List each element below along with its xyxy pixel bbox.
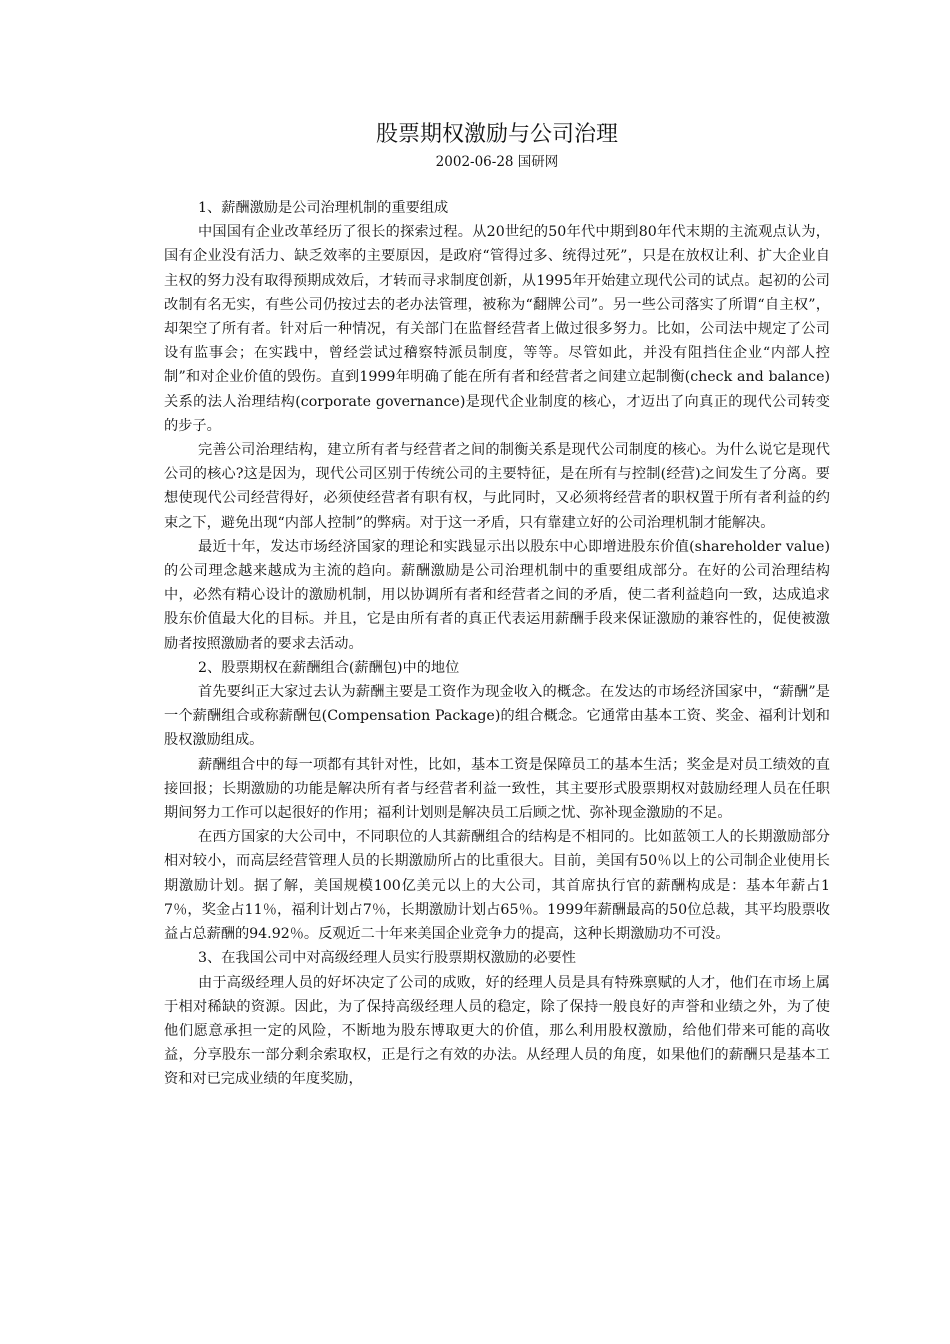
section-heading-2: 2、股票期权在薪酬组合(薪酬包)中的地位 — [198, 659, 460, 676]
section-heading-3: 3、在我国公司中对高级经理人员实行股票期权激励的必要性 — [198, 950, 576, 967]
paragraph: 在西方国家的大公司中，不同职位的人其薪酬组合的结构是不相同的。比如蓝领工人的长期激励部分相对较小，而高层经营管理人员的长期激励所占的比重很大。目前，美国有50％以上的公司制企业使用长期激励计划。据了解，美国规模100亿美元以上的大公司，其首席执行官的薪酬构成是：基本年薪占17％，奖金占11％，福利计划占7％，长期激励计划占65％。1999年薪酬最高的50位总裁，其平均股票收益占总薪酬的94.92％。反观近二十年来美国企业竞争力的提高，这种长期激励功不可没。 — [164, 829, 830, 943]
paragraph: 完善公司治理结构，建立所有者与经营者之间的制衡关系是现代公司制度的核心。为什么说它是现代公司的核心?这是因为，现代公司区别于传统公司的主要特征，是在所有与控制(经营)之间发生了分离。要想使现代公司经营得好，必须使经营者有职有权，与此同时，又必须将经营者的职权置于所有者利益的约束之下，避免出现“内部人控制”的弊病。对于这一矛盾，只有靠建立好的公司治理机制才能解决。 — [164, 442, 830, 531]
document-date-source: 2002-06-28 国研网 — [435, 154, 559, 170]
paragraph: 首先要纠正大家过去认为薪酬主要是工资作为现金收入的概念。在发达的市场经济国家中，“薪酬”是一个薪酬组合或称薪酬包(Compensation Package)的组合概念。它通常由基本工资、奖金、福利计划和股权激励组成。 — [164, 684, 830, 749]
paragraph: 最近十年，发达市场经济国家的理论和实践显示出以股东中心即增进股东价值(shareholder value)的公司理念越来越成为主流的趋向。薪酬激励是公司治理机制中的重要组成部分。在好的公司治理结构中，必然有精心设计的激励机制，用以协调所有者和经营者之间的矛盾，使二者利益趋向一致，达成追求股东价值最大化的目标。并且，它是由所有者的真正代表运用薪酬手段来保证激励的兼容性的，促使被激励者按照激励者的要求去活动。 — [164, 538, 830, 652]
paragraph: 中国国有企业改革经历了很长的探索过程。从20世纪的50年代中期到80年代末期的主流观点认为，国有企业没有活力、缺乏效率的主要原因，是政府“管得过多、统得过死”，只是在放权让利、扩大企业自主权的努力没有取得预期成效后，才转而寻求制度创新，从1995年开始建立现代公司的试点。起初的公司改制有名无实，有些公司仍按过去的老办法管理，被称为“翻牌公司”。另一些公司落实了所谓“自主权”，却架空了所有者。针对后一种情况，有关部门在监督经营者上做过很多努力。比如，公司法中规定了公司设有监事会；在实践中，曾经尝试过稽察特派员制度，等等。尽管如此，并没有阻挡住企业“内部人控制”和对企业价值的毁伤。直到1999年明确了能在所有者和经营者之间建立起制衡(check and balance)关系的法人治理结构(corporate governance)是现代企业制度的核心，才迈出了向真正的现代公司转变的步子。 — [164, 224, 830, 434]
document-page — [164, 118, 830, 1092]
paragraph: 薪酬组合中的每一项都有其针对性，比如，基本工资是保障员工的基本生活；奖金是对员工绩效的直接回报；长期激励的功能是解决所有者与经营者利益一致性，其主要形式股票期权对鼓励经理人员在任职期间努力工作可以起很好的作用；福利计划则是解决员工后顾之忧、弥补现金激励的不足。 — [164, 756, 830, 822]
paragraph: 由于高级经理人员的好坏决定了公司的成败，好的经理人员是具有特殊禀赋的人才，他们在市场上属于相对稀缺的资源。因此，为了保持高级经理人员的稳定，除了保持一般良好的声誉和业绩之外，为了使他们愿意承担一定的风险，不断地为股东博取更大的价值，那么利用股权激励，给他们带来可能的高收益，分享股东一部分剩余索取权，正是行之有效的办法。从经理人员的角度，如果他们的薪酬只是基本工资和对已完成业绩的年度奖励， — [164, 974, 830, 1088]
section-heading-1: 1、薪酬激励是公司治理机制的重要组成 — [198, 200, 449, 216]
document-title: 股票期权激励与公司治理 — [375, 122, 618, 147]
